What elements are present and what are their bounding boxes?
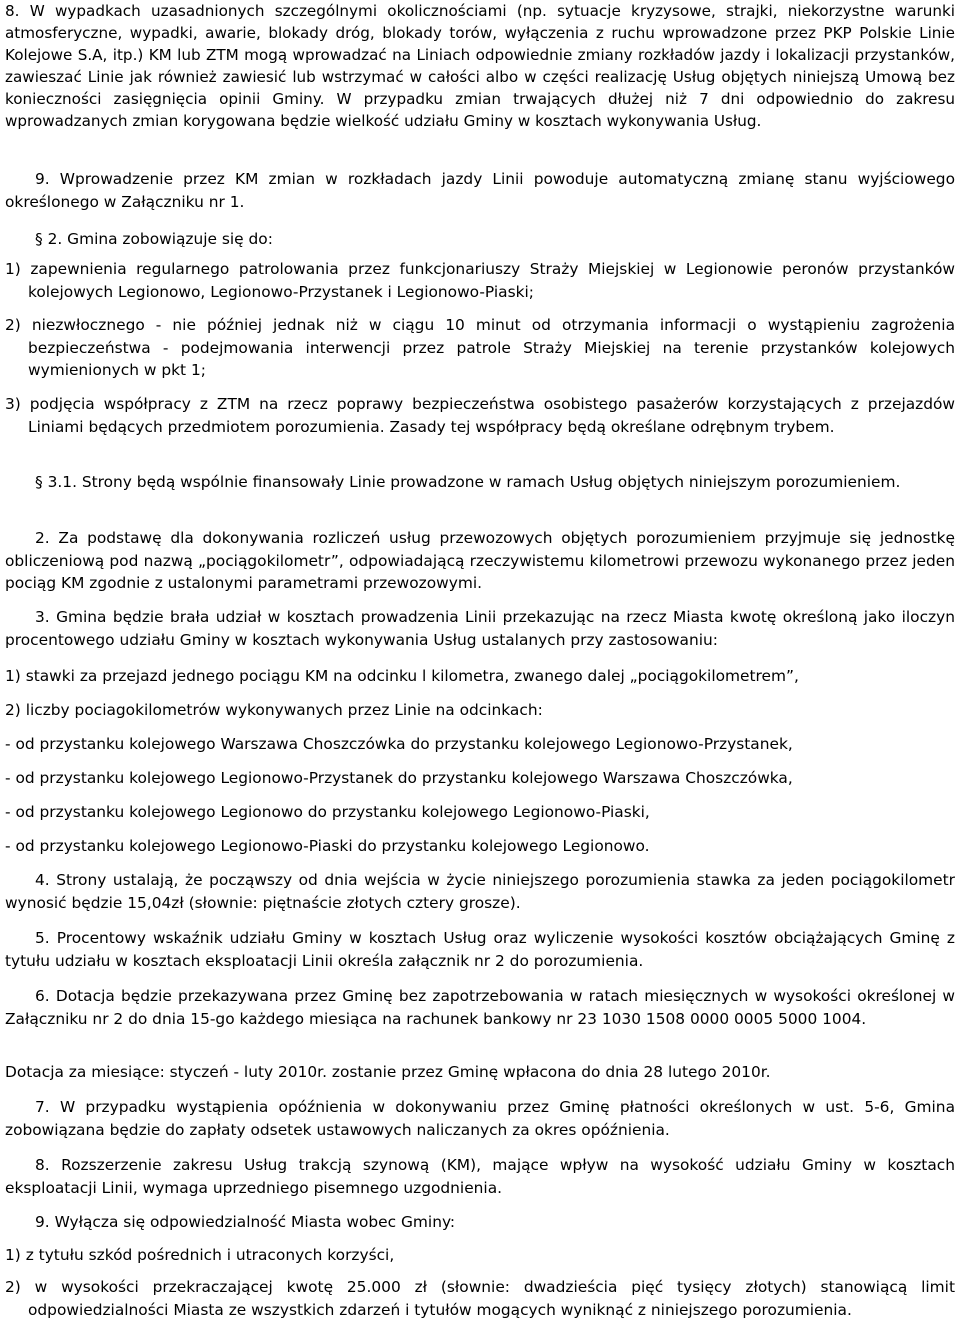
route-segment-2: - od przystanku kolejowego Legionowo-Przystanek do przystanku kolejowego Warszawa Choszczówka,: [5, 769, 793, 787]
section-3-1-financing: § 3.1. Strony będą wspólnie finansowały Linie prowadzone w ramach Usług objętych niniejszym porozumieniem.: [35, 473, 901, 491]
paragraph-4-rate-amount: 4. Strony ustalają, że począwszy od dnia wejścia w życie niniejszego porozumienia stawka za jeden pociągokilometr wynosić będzie 15,04zł (słownie: piętnaście złotych cztery grosze).: [5, 871, 955, 912]
paragraph-8-scope-extension: 8. Rozszerzenie zakresu Usług trakcją szynową (KM), mające wpływ na wysokość udziału Gminy w kosztach eksploatacji Linii, wymaga uprzedniego pisemnego uzgodnienia.: [5, 1156, 955, 1197]
paragraph-5-percentage-share: 5. Procentowy wskaźnik udziału Gminy w kosztach Usług oraz wyliczenie wysokości kosztów obciążających Gminę z tytułu udziału w kosztach eksploatacji Linii określa załącznik nr 2 do porozumienia.: [5, 929, 955, 970]
paragraph-9-liability-exclusion: 9. Wyłącza się odpowiedzialność Miasta wobec Gminy:: [35, 1213, 456, 1231]
section-2-heading: § 2. Gmina zobowiązuje się do:: [35, 230, 273, 248]
paragraph-8-extraordinary-circumstances: 8. W wypadkach uzasadnionych szczególnymi okolicznościami (np. sytuacje kryzysowe, strajki, niekorzystne warunki atmosferyczne, wypadki, awarie, blokady dróg, blokady torów, wyłączenia z ruchu wprowadzone przez PKP Polskie Linie Kolejowe S.A, itp.) KM lub ZTM mogą wprowadzać na Liniach odpowiednie zmiany rozkładów jazdy i lokalizacji przystanków, zawieszać Linie jak również zawiesić lub wstrzymać w całości albo w części realizację Usług objętych niniejszą Umową bez konieczności zasięgnięcia opinii Gminy. W przypadku zmian trwających dłużej niż 7 dni odpowiednio do zakresu wprowadzanych zmian korygowana będzie wielkość udziału Gminy w kosztach wykonywania Usług.: [5, 2, 955, 130]
paragraph-7-delay-interest: 7. W przypadku wystąpienia opóźnienia w dokonywaniu przez Gminę płatności określonych w ust. 5-6, Gmina zobowiązana będzie do zapłaty odsetek ustawowych naliczanych za okres opóźnienia.: [5, 1098, 955, 1139]
route-segment-4: - od przystanku kolejowego Legionowo-Piaski do przystanku kolejowego Legionowo.: [5, 837, 650, 855]
paragraph-9-timetable-changes: 9. Wprowadzenie przez KM zmian w rozkładach jazdy Linii powoduje automatyczną zmianę stanu wyjściowego określonego w Załączniku nr 1.: [5, 170, 955, 211]
subsidy-january-february: Dotacja za miesiące: styczeń - luty 2010r. zostanie przez Gminę wpłacona do dnia 28 lutego 2010r.: [5, 1063, 771, 1081]
obligation-3-cooperation: 3) podjęcia współpracy z ZTM na rzecz poprawy bezpieczeństwa osobistego pasażerów korzystających z przejazdów Liniami będących przedmiotem porozumienia. Zasady tej współpracy będą określane odrębnym trybem.: [5, 395, 955, 436]
liability-item-2: 2) w wysokości przekraczającej kwotę 25.000 zł (słownie: dwadzieścia pięć tysięcy złotych) stanowiącą limit odpowiedzialności Miasta ze wszystkich zdarzeń i tytułów mogących wyniknąć z niniejszego porozumienia.: [5, 1278, 955, 1319]
obligation-1-patrols: 1) zapewnienia regularnego patrolowania przez funkcjonariuszy Straży Miejskiej w Legionowie peronów przystanków kolejowych Legionowo, Legionowo-Przystanek i Legionowo-Piaski;: [5, 260, 955, 301]
cost-item-2-train-km: 2) liczby pociagokilometrów wykonywanych przez Linie na odcinkach:: [5, 701, 543, 719]
liability-item-1: 1) z tytułu szkód pośrednich i utraconych korzyści,: [5, 1246, 395, 1264]
paragraph-6-subsidy: 6. Dotacja będzie przekazywana przez Gminę bez zapotrzebowania w ratach miesięcznych w wysokości określonej w Załączniku nr 2 do dnia 15-go każdego miesiąca na rachunek bankowy nr 23 1030 1508 0000 0005 5000 1004.: [5, 987, 955, 1028]
route-segment-3: - od przystanku kolejowego Legionowo do przystanku kolejowego Legionowo-Piaski,: [5, 803, 650, 821]
cost-item-1-rate: 1) stawki za przejazd jednego pociągu KM na odcinku l kilometra, zwanego dalej „pociągokilometrem”,: [5, 667, 799, 685]
paragraph-2-train-kilometre: 2. Za podstawę dla dokonywania rozliczeń usług przewozowych objętych porozumieniem przyjmuje się jednostkę obliczeniową pod nazwą „pociągokilometr”, odpowiadającą rzeczywistemu kilometrowi przewozu wykonanego przez jeden pociąg KM zgodnie z ustalonymi parametrami przewozowymi.: [5, 529, 955, 592]
route-segment-1: - od przystanku kolejowego Warszawa Choszczówka do przystanku kolejowego Legionowo-Przystanek,: [5, 735, 793, 753]
obligation-2-intervention: 2) niezwłocznego - nie później jednak niż w ciągu 10 minut od otrzymania informacji o wystąpieniu zagrożenia bezpieczeństwa - podejmowania interwencji przez patrole Straży Miejskiej na terenie przystanków kolejowych wymienionych w pkt 1;: [5, 316, 955, 379]
paragraph-3-cost-share: 3. Gmina będzie brała udział w kosztach prowadzenia Linii przekazując na rzecz Miasta kwotę określoną jako iloczyn procentowego udziału Gminy w kosztach wykonywania Usług ustalanych przy zastosowaniu:: [5, 608, 955, 649]
